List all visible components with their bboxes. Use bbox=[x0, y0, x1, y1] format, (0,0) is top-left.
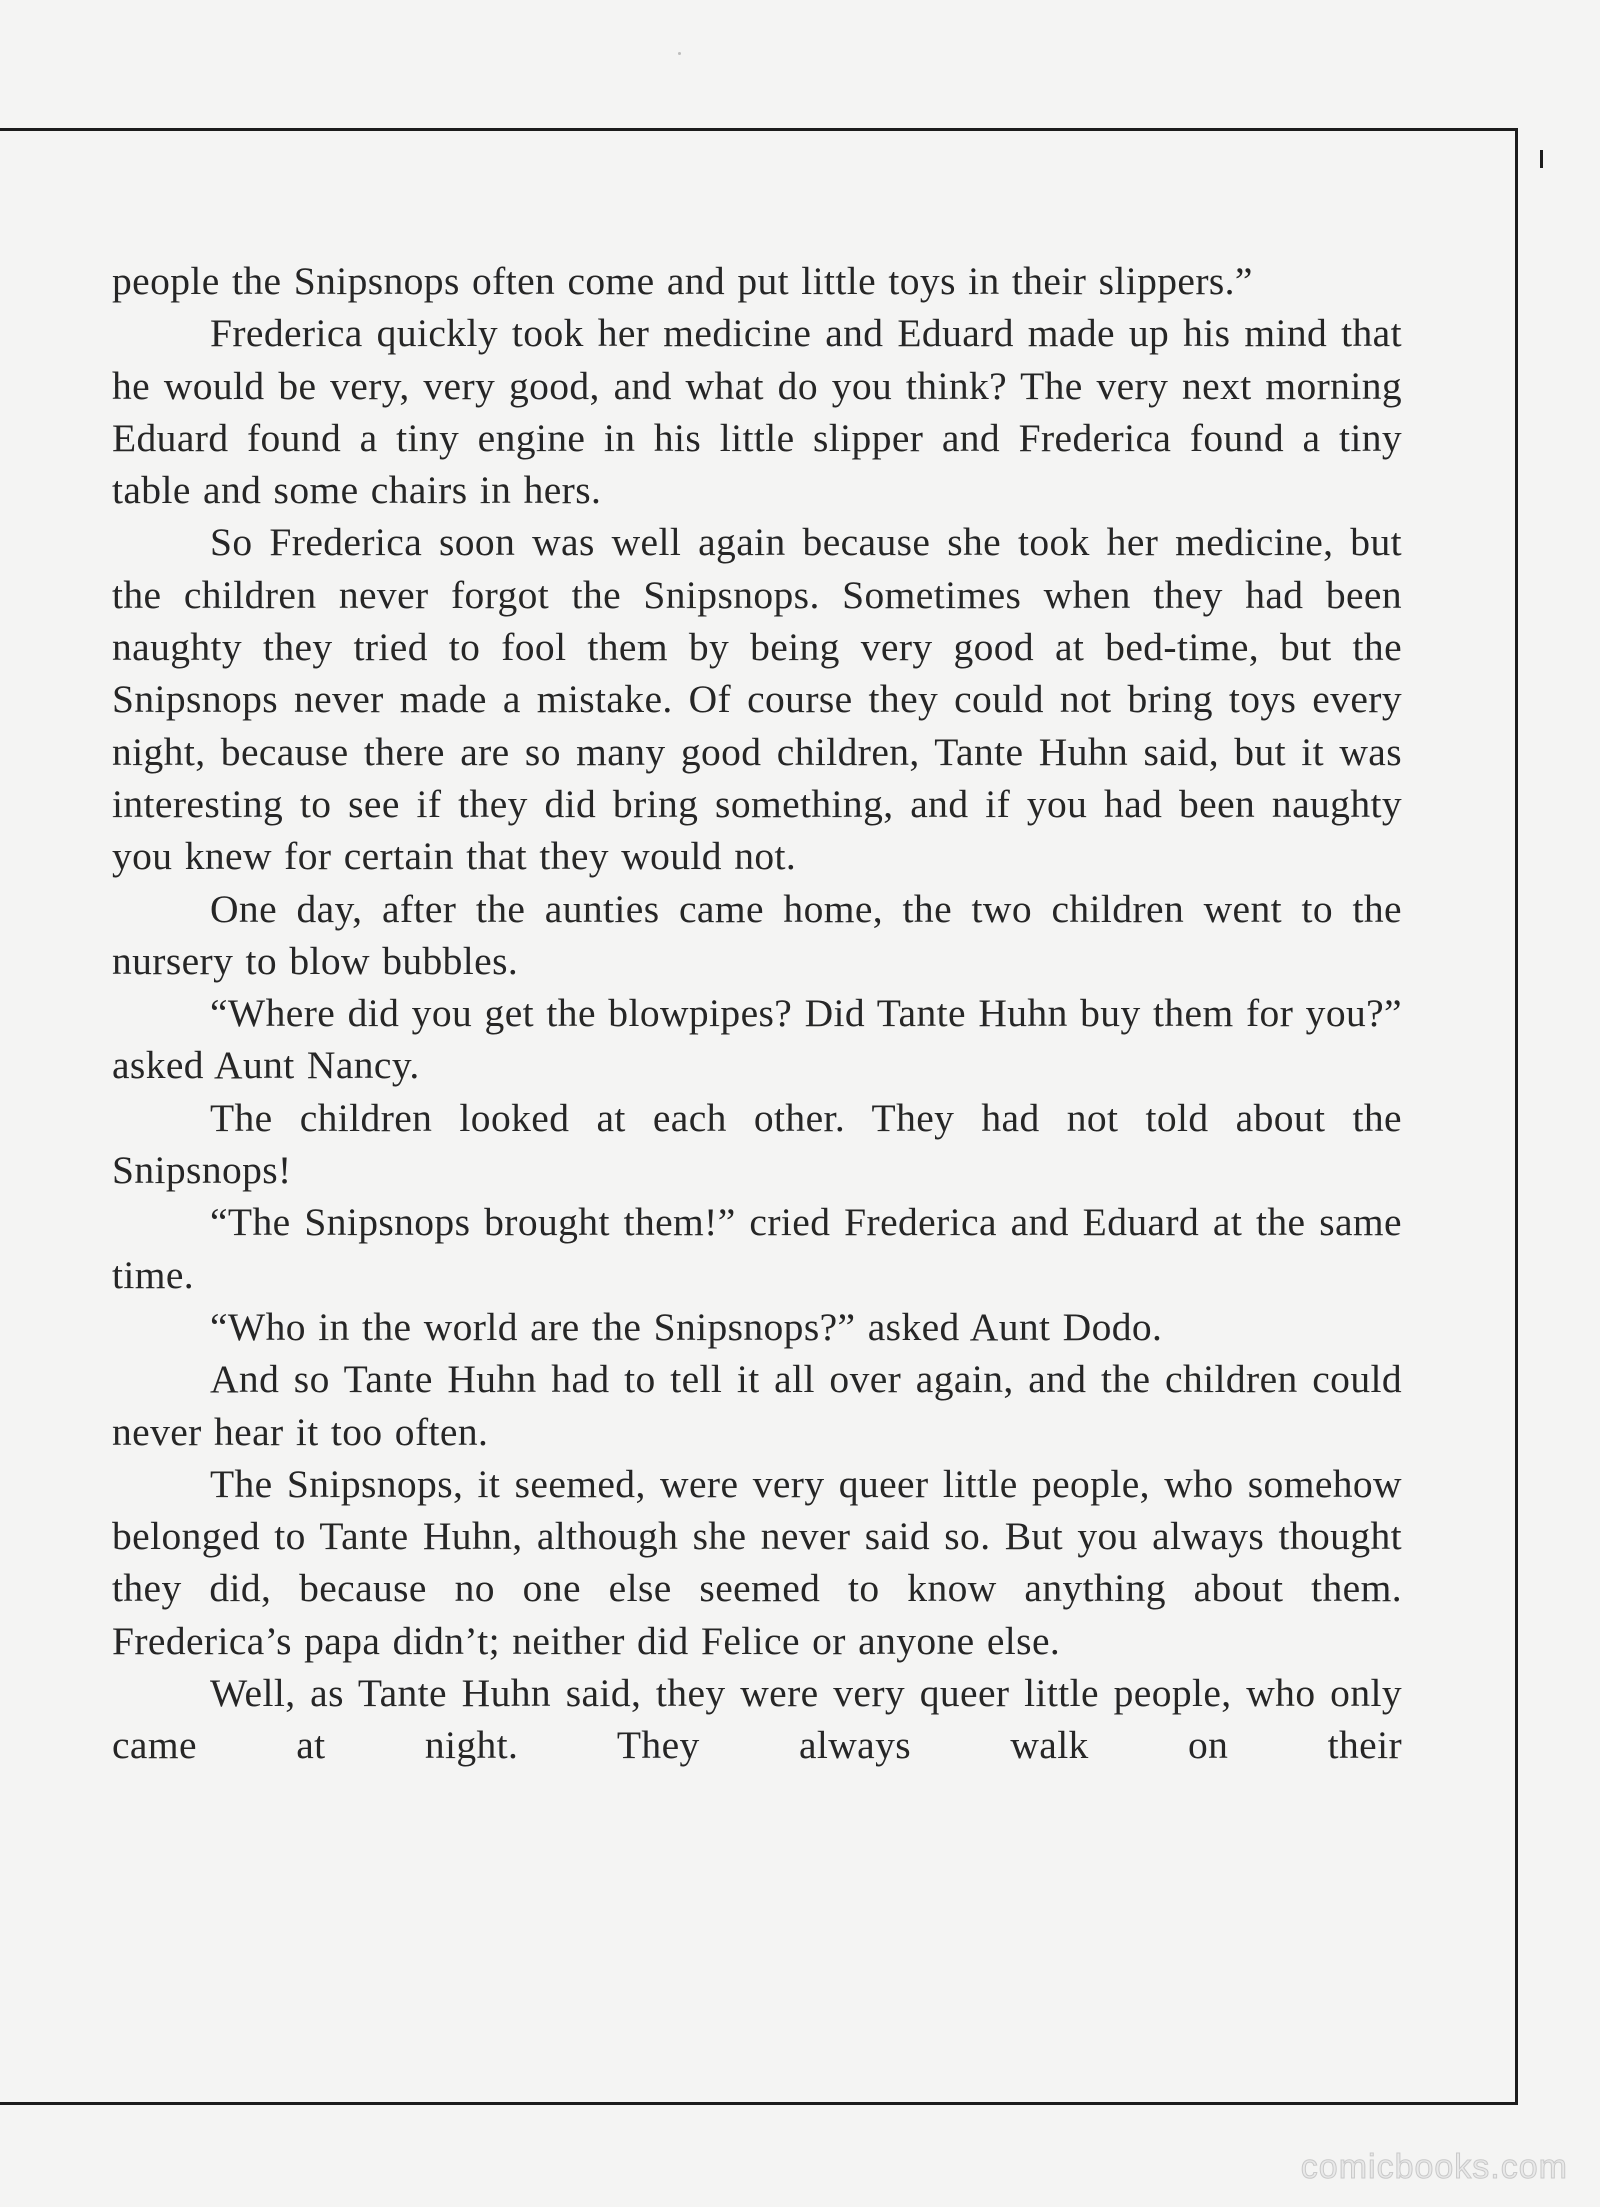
paragraph-9: And so Tante Huhn had to tell it all over again, and the children could never hear it too often. bbox=[112, 1357, 1402, 1454]
paragraph-7: “The Snipsnops brought them!” cried Frederica and Eduard at the same time. bbox=[112, 1200, 1402, 1297]
paragraph-3: So Frederica soon was well again because she took her medicine, but the children never forgot the Snipsnops. Sometimes when they had been naughty they tried to fool them by being very good at bed-time, but the Snipsnops never made a mistake. Of course they could not bring toys every night, because there are so many good children, Tante Huhn said, but it was interesting to see if they did bring something, and if you had been naughty you knew for certain that they would not. bbox=[112, 520, 1402, 879]
paragraph-11: Well, as Tante Huhn said, they were very queer little people, who only came at night. They always walk on their bbox=[112, 1671, 1402, 1768]
paragraph-10: The Snipsnops, it seemed, were very queer little people, who somehow belonged to Tante Huhn, although she never said so. But you always thought they did, because no one else seemed to know anything about them. Frederica’s papa didn’t; neither did Felice or anyone else. bbox=[112, 1461, 1402, 1663]
story-text bbox=[112, 255, 1402, 1772]
paragraph-6: The children looked at each other. They had not told about the Snipsnops! bbox=[112, 1095, 1402, 1193]
paragraph-8: “Who in the world are the Snipsnops?” asked Aunt Dodo. bbox=[210, 1304, 1163, 1349]
paragraph-2: Frederica quickly took her medicine and Eduard made up his mind that he would be very, very good, and what do you think? The very next morning Eduard found a tiny engine in his little slipper and Frederica found a tiny table and some chairs in hers. bbox=[112, 311, 1402, 513]
paragraph-4: One day, after the aunties came home, the two children went to the nursery to blow bubbles. bbox=[112, 886, 1402, 983]
frame-corner-mark bbox=[1540, 150, 1543, 168]
watermark: comicbooks.com bbox=[1300, 2148, 1568, 2186]
paragraph-5: “Where did you get the blowpipes? Did Tante Huhn buy them for you?” asked Aunt Nancy. bbox=[112, 991, 1402, 1088]
paragraph-1: people the Snipsnops often come and put little toys in their slippers.” bbox=[112, 259, 1253, 303]
scan-speck bbox=[678, 52, 681, 55]
